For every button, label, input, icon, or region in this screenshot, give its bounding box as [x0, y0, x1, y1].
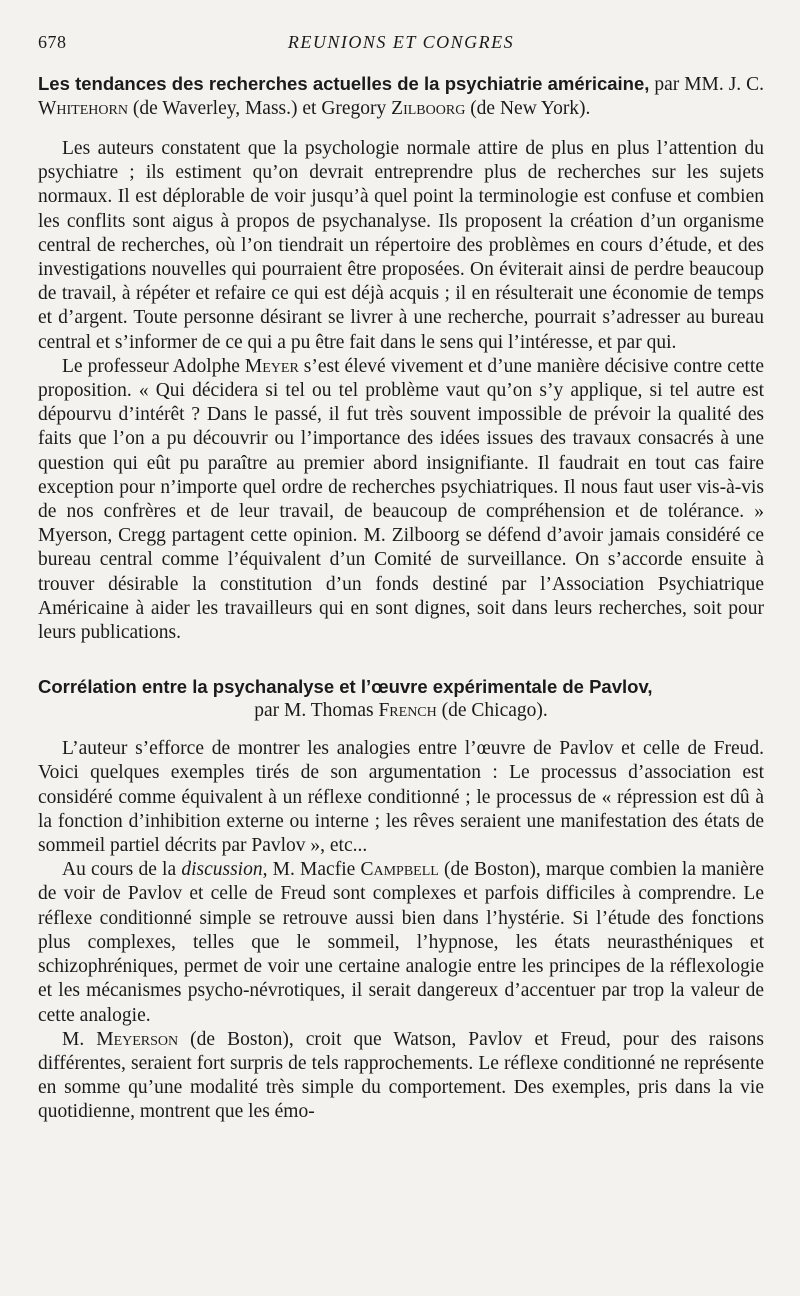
a2-author-french: French	[378, 700, 437, 722]
a2-p3-post: (de Boston), croit que Watson, Pavlov et Freud, pour des raisons différentes, seraient fort surpris de tels rapprochements. Le réflexe conditionné ne représente en somme qu’une modalité très simple du comportement. Des exemples, pris dans la vie quotidienne, montrent que les émo-	[38, 1028, 764, 1123]
page-header	[38, 28, 764, 62]
article-1-author-2: Zilboorg	[391, 98, 466, 119]
p2-pre: Le professeur Adolphe	[62, 355, 245, 377]
a2-p2-pre: Au cours de la	[62, 859, 182, 881]
article-1-byline-pre: par MM. J. C.	[654, 74, 764, 95]
a2-p3-name-meyerson: Meyerson	[96, 1028, 179, 1050]
p2-name-meyer: Meyer	[244, 355, 299, 377]
article-1-author-1: Whitehorn	[38, 98, 128, 119]
p2-post: s’est élevé vivement et d’une manière décisive contre cette proposition. « Qui décidera si tel ou tel problème vaut qu’on s’y applique, si tel autre est dépourvu d’intérêt ? Dans le passé, il fut très souvent impossible de prévoir la qualité des faits que l’on a pu découvrir ou l’importance des idées issues des travaux consacrés à une question qui eût pu paraître au premier abord insignifiante. Il faudrait en tout cas faire exception pour n’importe quel ordre de recherches psychiatriques. Il nous faut user vis-à-vis de nos confrères et de leur travail, de beaucoup de compréhension et de tolérance. » Myerson, Cregg partagent cette opinion. M. Zilboorg se défend d’avoir jamais considéré ce bureau central comme l’équivalent d’un Comité de surveillance. On s’accorde ensuite à trouver désirable la constitution d’un fonds destiné par l’Association Psychiatrique Américaine à aider les travailleurs qui en sont dignes, soit dans leurs recherches, soit pour leurs publications.	[38, 355, 764, 644]
article-psychiatrie-americaine	[38, 72, 764, 645]
page-number: 678	[38, 32, 67, 52]
article-1-title: Les tendances des recherches actuelles de la psychiatrie américaine,	[38, 73, 650, 94]
a2-p2-mid: , M. Macfie	[262, 859, 361, 881]
article-2-title: Corrélation entre la psychanalyse et l’œuvre expérimentale de Pavlov,	[38, 676, 653, 698]
article-2-paragraph-1: L’auteur s’efforce de montrer les analogies entre l’œuvre de Pavlov et celle de Freud. Voici quelques exemples tirés de son argumentation : Le processus d’association est considéré comme équivalent à un réflexe conditionné ; le processus de « répression est dû à la fonction d’inhibition externe ou interne ; les rêves seraient une manifestation des états de sommeil partiel décrits par Pavlov », etc...	[38, 738, 764, 857]
a2-byline-post: (de Chicago).	[436, 700, 548, 722]
article-1-paragraph-2	[38, 355, 764, 645]
article-psychanalyse-pavlov	[38, 675, 764, 1124]
article-1-byline-post: (de New York).	[465, 98, 591, 119]
article-2-paragraph-2	[38, 858, 764, 1027]
article-2-paragraph-3	[38, 1028, 764, 1125]
article-1-paragraph-1: Les auteurs constatent que la psychologie normale attire de plus en plus l’attention du psychiatre ; ils estiment qu’on devrait entreprendre plus de recherches sur les sujets normaux. Il est déplorable de voir jusqu’à quel point la terminologie est confuse et combien les conflits sont aigus à propos de psychanalyse. Ils proposent la création d’un organisme central de recherches, où l’on tiendrait un répertoire des problèmes en cours d’étude, et des investigations nouvelles qui pourraient être proposées. On éviterait ainsi de perdre beaucoup de travail, à répéter et refaire ce qui est déjà acquis ; il en résulterait une économie de temps et d’argent. Toute personne désirant se livrer à une recherche, pourrait s’adresser au bureau central et s’informer de ce qui a pu être fait dans le sens qui l’intéresse, et par qui.	[38, 138, 764, 353]
a2-p2-post: (de Boston), marque combien la manière de voir de Pavlov et celle de Freud sont complexes et parfois difficiles à comprendre. Le réflexe conditionné simple se retrouve aussi bien dans l’hystérie. Si l’étude des fonctions plus complexes, telles que le sommeil, l’hypnose, les états neurasthéniques et schizophréniques, permet de voir une certaine analogie entre les principes de la réflexologie et les mécanismes psycho-névrotiques, il serait dangereux d’accentuer par trop la valeur de cette analogie.	[38, 859, 764, 1026]
a2-p3-pre: M.	[62, 1028, 97, 1050]
running-head: REUNIONS ET CONGRES	[287, 32, 515, 52]
article-1-byline-mid: (de Waverley, Mass.) et Gregory	[127, 98, 392, 119]
a2-p2-discussion: discussion	[181, 859, 263, 881]
a2-p2-name-campbell: Campbell	[360, 859, 439, 881]
a2-byline-pre: par M. Thomas	[254, 700, 379, 722]
article-1-heading	[38, 72, 764, 121]
article-2-byline	[38, 699, 764, 723]
